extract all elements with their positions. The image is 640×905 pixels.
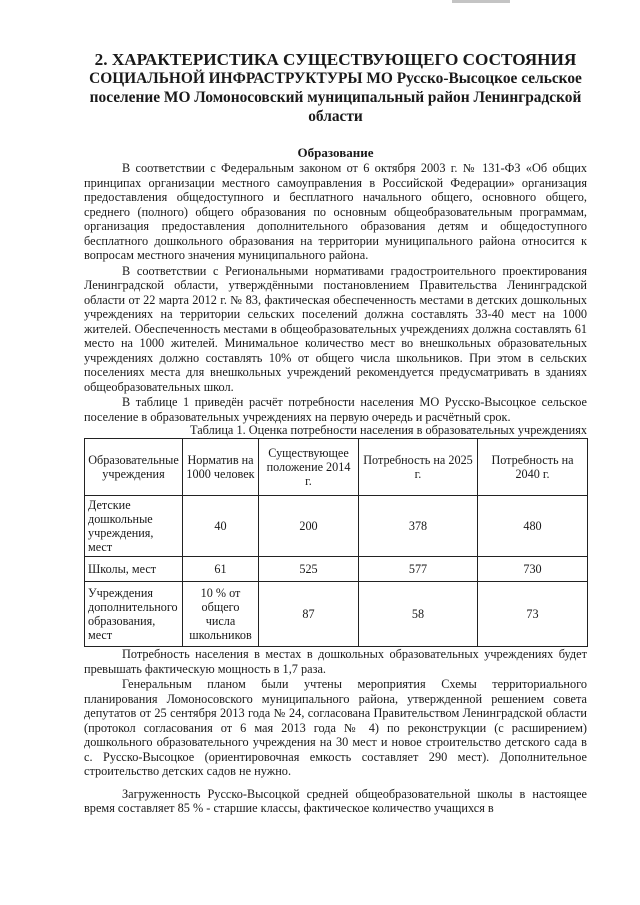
paragraph-3: В таблице 1 приведён расчёт потребности населения МО Русско-Высоцкое сельское поселение в образовательных учреждениях на первую очередь и расчётный срок. (84, 395, 587, 424)
table-header-cell: Потребность на 2040 г. (478, 439, 588, 496)
paragraph-6: Загруженность Русско-Высоцкой средней общеобразовательной школы в настоящее время составляет 85 % - старшие классы, фактическое количество учащихся в (84, 786, 587, 815)
table-caption: Таблица 1. Оценка потребности населения в образовательных учреждениях (190, 423, 587, 437)
table-cell: 525 (259, 557, 359, 582)
table-cell: 61 (183, 557, 259, 582)
table-cell: 73 (478, 582, 588, 647)
scan-artifact (452, 0, 510, 3)
table-cell: 10 % от общего числа школьников (183, 582, 259, 647)
table-row (85, 557, 588, 582)
title-line-2: СОЦИАЛЬНОЙ ИНФРАСТРУКТУРЫ МО Русско-Высоцкое сельское поселение МО Ломоносовский муниципальный район Ленинградской области (89, 70, 582, 125)
table-cell: Детские дошкольные учреждения, мест (85, 496, 183, 557)
table-cell: 40 (183, 496, 259, 557)
paragraph-2: В соответствии с Региональными нормативами градостроительного проектирования Ленинградской области, утверждёнными постановлением Правительства Ленинградской области от 22 марта 2012 г. № 83, фактическая обеспеченность местами в детских дошкольных учреждениях на территории сельских поселений должна составлять 33-40 мест на 1000 жителей. Обеспеченность местами в общеобразовательных учреждениях должна составлять 61 место на 1000 жителей. Минимальное количество мест во внешкольных образовательных учреждениях должно составлять 10% от общего числа школьников. При этом в сельских поселениях места для внешкольных учреждений рекомендуется предусматривать в зданиях общеобразовательных школ. (84, 263, 587, 394)
table-cell: 87 (259, 582, 359, 647)
table-cell: 577 (359, 557, 478, 582)
table-header-cell: Образовательные учреждения (85, 439, 183, 496)
paragraph-1: В соответствии с Федеральным законом от 6 октября 2003 г. № 131-ФЗ «Об общих принципах организации местного самоуправления в Российской Федерации» организация предоставления общедоступного и бесплатного начального общего, основного общего, среднего (полного) общего образования по основным общеобразовательным программам, организация предоставления дополнительного образования детям и общедоступного бесплатного дошкольного образования на территории муниципального района относится к вопросам местного значения муниципального района. (84, 161, 587, 262)
paragraph-4: Потребность населения в местах в дошкольных образовательных учреждениях будет превышать фактическую мощность в 1,7 раза. (84, 647, 587, 676)
table-cell: 480 (478, 496, 588, 557)
title-line-1: 2. ХАРАКТЕРИСТИКА СУЩЕСТВУЮЩЕГО СОСТОЯНИЯ (94, 50, 577, 69)
table-cell: Школы, мест (85, 557, 183, 582)
table-cell: 730 (478, 557, 588, 582)
table-header-cell: Существующее положение 2014 г. (259, 439, 359, 496)
education-demand-table (84, 438, 588, 647)
table-header-cell: Потребность на 2025 г. (359, 439, 478, 496)
table-cell: 58 (359, 582, 478, 647)
section-title: Образование (297, 145, 374, 160)
page-title (84, 50, 587, 126)
table-cell: Учреждения дополнительного образования, мест (85, 582, 183, 647)
table-cell: 378 (359, 496, 478, 557)
table-cell: 200 (259, 496, 359, 557)
table-header-cell: Норматив на 1000 человек (183, 439, 259, 496)
table-row (85, 496, 588, 557)
table-header-row (85, 439, 588, 496)
paragraph-5: Генеральным планом были учтены мероприятия Схемы территориального планирования Ломоносовского муниципального района, утвержденной решением совета депутатов от 25 сентября 2013 года № 24, согласована Правительством Ленинградской области (протокол согласования от 6 мая 2013 года № 4) по реконструкции (с расширением) дошкольного образовательного учреждения на 30 мест и новое строительство детского сада в с. Русско-Высоцкое (ориентировочная емкость составляет 290 мест). Дополнительное строительство детских садов не нужно. (84, 677, 587, 778)
document-page (84, 50, 587, 816)
table-row (85, 582, 588, 647)
